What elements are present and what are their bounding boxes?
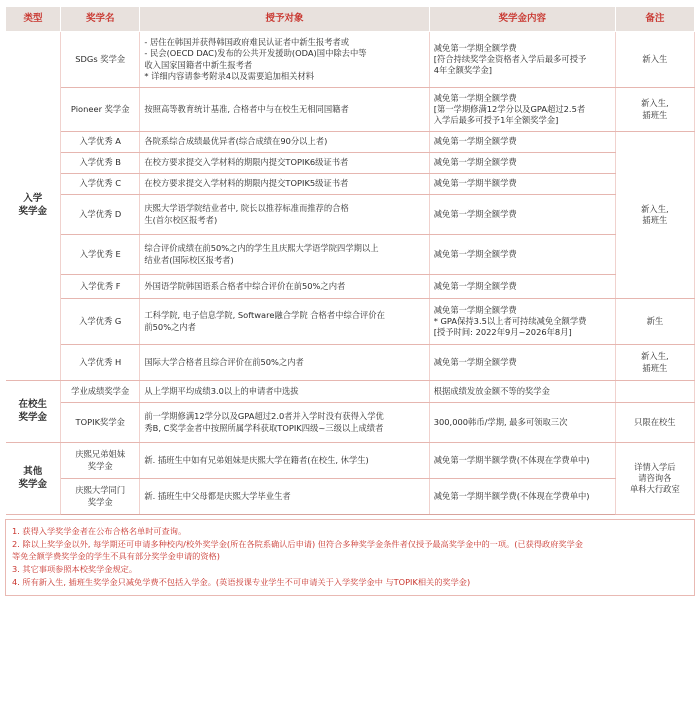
scholarship-name: Pioneer 奖学金	[61, 88, 140, 132]
table-row	[6, 299, 695, 345]
content-cell	[429, 479, 615, 515]
note-line: 3. 其它事项参照本校奖学金规定。	[12, 564, 138, 575]
table-row	[6, 381, 695, 403]
target-line: 秀B, C奖学金者中按照所属学科获取TOPIK四级~三级以上成绩者	[144, 422, 384, 433]
target-cell	[140, 403, 429, 443]
target-cell	[140, 479, 429, 515]
target-line: - 居住在韩国并获得韩国政府难民认证者中新生报考者或	[144, 37, 350, 48]
note-line: 2. 除以上奖学金以外, 每学期还可申请多种校内/校外奖学金(所在各院系确认后申请) 但符合多种奖学金条件者仅授予最高奖学金中的一项。(已获得政府奖学金	[12, 538, 583, 549]
scholarship-name: 入学优秀 E	[61, 235, 140, 275]
target-line: 综合评价成绩在前50%之内的学生且庆熙大学语学院四学期以上	[144, 243, 379, 254]
remark-cell: 新入生, 插班生	[615, 88, 694, 132]
remark-cell: 新入生, 插班生	[615, 132, 694, 299]
target-line: 按照高等教育统计基准, 合格者中与在校生无相同国籍者	[144, 103, 349, 114]
table-row	[6, 443, 695, 479]
content-line: 减免第一学期全额学费	[433, 304, 517, 315]
target-line: - 民会(OECD DAC)发布的公共开发援助(ODA)国中除去中等	[144, 48, 367, 59]
content-cell	[429, 195, 615, 235]
remark-cell	[615, 381, 694, 403]
content-line: 减免第一学期全额学费	[433, 208, 517, 219]
content-cell	[429, 88, 615, 132]
target-cell	[140, 174, 429, 195]
target-cell	[140, 132, 429, 153]
content-cell	[429, 381, 615, 403]
note-line: 1. 获得入学奖学金者在公布合格名单时可查询。	[12, 526, 187, 536]
content-cell	[429, 132, 615, 153]
remark-cell: 只限在校生	[615, 403, 694, 443]
content-line: 减免第一学期全额学费	[433, 280, 517, 291]
target-line: 结业者(国际校区报考者)	[144, 254, 234, 265]
target-cell	[140, 443, 429, 479]
content-cell	[429, 443, 615, 479]
target-cell	[140, 345, 429, 381]
target-line: 庆熙大学语学院结业者中, 院长以推荐标准而推荐的合格	[144, 203, 349, 214]
note-line: 4. 所有新入生, 插班生奖学金只减免学费不包括入学金。(英语授课专业学生不可申请关于入学奖学金中 与TOPIK相关的奖学金)	[12, 576, 471, 587]
target-line: * 详细内容请参考附录4以及需要追加相关材料	[144, 70, 315, 81]
target-line: 工科学院, 电子信息学院, Software融合学院 合格者中综合评价在	[144, 310, 385, 321]
content-line: 减免第一学期全额学费	[433, 356, 517, 367]
content-line: [授予时间: 2022年9月~2026年8月]	[433, 327, 572, 338]
remark-cell: 新入生, 插班生	[615, 345, 694, 381]
table-row	[6, 479, 695, 515]
content-line: 减免第一学期全额学费	[433, 92, 517, 103]
target-line: 外国语学院韩国语系合格者中综合评价在前50%之内者	[144, 280, 346, 291]
table-row	[6, 235, 695, 275]
table-row	[6, 195, 695, 235]
table-row	[6, 153, 695, 174]
content-line: [第一学期修满12学分以及GPA超过2.5者	[433, 103, 586, 114]
table-row	[6, 132, 695, 153]
table-row	[6, 88, 695, 132]
table-header-row	[6, 7, 695, 32]
header-name: 奖学名	[61, 7, 140, 32]
table-body	[6, 32, 695, 515]
scholarship-name: 庆熙兄弟姐妹 奖学金	[61, 443, 140, 479]
target-cell	[140, 153, 429, 174]
scholarship-name: 入学优秀 B	[61, 153, 140, 174]
table-row	[6, 345, 695, 381]
content-cell	[429, 174, 615, 195]
content-line: 减免第一学期半额学费(不体现在学费单中)	[433, 490, 590, 501]
content-line: 减免第一学期半额学费	[433, 178, 517, 189]
content-line: 根据成绩发放金额不等的奖学金	[433, 385, 550, 396]
target-line: 生(首尔校区报考者)	[144, 214, 218, 225]
target-line: 从上学期平均成绩3.0以上的申请者中选拔	[144, 385, 299, 396]
note-line: 等免全额学费奖学金的学生不具有部分奖学金申请的资格)	[12, 551, 220, 562]
content-line: [符合持续奖学金资格者入学后最多可授予	[433, 53, 587, 64]
scholarship-name: 入学优秀 F	[61, 275, 140, 299]
content-line: 300,000韩币/学期, 最多可领取三次	[433, 416, 568, 427]
content-cell	[429, 235, 615, 275]
content-line: 减免第一学期全额学费	[433, 42, 517, 53]
target-cell	[140, 32, 429, 88]
target-cell	[140, 195, 429, 235]
content-line: 减免第一学期全额学费	[433, 157, 517, 168]
content-cell	[429, 345, 615, 381]
content-cell	[429, 275, 615, 299]
content-line: 减免第一学期半额学费(不体现在学费单中)	[433, 454, 590, 465]
category-cell: 在校生 奖学金	[6, 381, 61, 443]
remark-cell: 新生	[615, 299, 694, 345]
scholarship-name: 入学优秀 G	[61, 299, 140, 345]
header-target: 授予对象	[140, 7, 429, 32]
target-line: 各院系综合成绩最优异者(综合成绩在90分以上者)	[144, 136, 328, 147]
scholarship-name: 入学优秀 H	[61, 345, 140, 381]
header-type: 类型	[6, 7, 61, 32]
target-line: 在校方要求提交入学材料的期限内提交TOPIK6级证书者	[144, 157, 349, 168]
remark-cell: 详情入学后 请咨询各 单科大行政室	[615, 443, 694, 515]
content-cell	[429, 299, 615, 345]
content-cell	[429, 32, 615, 88]
content-line: * GPA保持3.5以上者可持续减免全额学费	[433, 315, 587, 326]
category-cell: 其他 奖学金	[6, 443, 61, 515]
table-row	[6, 403, 695, 443]
target-cell	[140, 299, 429, 345]
target-line: 国际大学合格者且综合评价在前50%之内者	[144, 356, 304, 367]
target-line: 在校方要求提交入学材料的期限内提交TOPIK5级证书者	[144, 178, 349, 189]
target-cell	[140, 275, 429, 299]
category-cell: 入学 奖学金	[6, 32, 61, 381]
target-line: 新. 插班生中父母都是庆熙大学毕业生者	[144, 490, 291, 501]
scholarship-name: 入学优秀 A	[61, 132, 140, 153]
content-line: 减免第一学期全额学费	[433, 248, 517, 259]
content-line: 4年全额奖学金]	[433, 65, 493, 76]
table-row	[6, 32, 695, 88]
scholarship-name: 庆熙大学同门 奖学金	[61, 479, 140, 515]
header-content: 奖学金内容	[429, 7, 615, 32]
target-line: 收入国家国籍者中新生报考者	[144, 59, 253, 70]
table-row	[6, 275, 695, 299]
target-cell	[140, 235, 429, 275]
target-line: 前50%之内者	[144, 321, 196, 332]
content-line: 入学后最多可授予1年全额奖学金]	[433, 115, 559, 126]
table-row	[6, 174, 695, 195]
scholarship-table	[5, 6, 695, 515]
scholarship-document	[5, 6, 695, 596]
target-cell	[140, 88, 429, 132]
header-remark: 备注	[615, 7, 694, 32]
scholarship-name: 入学优秀 D	[61, 195, 140, 235]
remark-cell: 新入生	[615, 32, 694, 88]
target-line: 新. 插班生中如有兄弟姐妹是庆熙大学在籍者(在校生, 休学生)	[144, 454, 369, 465]
scholarship-name: 学业成绩奖学金	[61, 381, 140, 403]
content-cell	[429, 153, 615, 174]
target-cell	[140, 381, 429, 403]
scholarship-name: TOPIK奖学金	[61, 403, 140, 443]
scholarship-name: 入学优秀 C	[61, 174, 140, 195]
scholarship-name: SDGs 奖学金	[61, 32, 140, 88]
content-line: 减免第一学期全额学费	[433, 136, 517, 147]
notes-box	[5, 519, 695, 596]
target-line: 前一学期修满12学分以及GPA超过2.0者并入学时没有获得入学优	[144, 411, 384, 422]
content-cell	[429, 403, 615, 443]
